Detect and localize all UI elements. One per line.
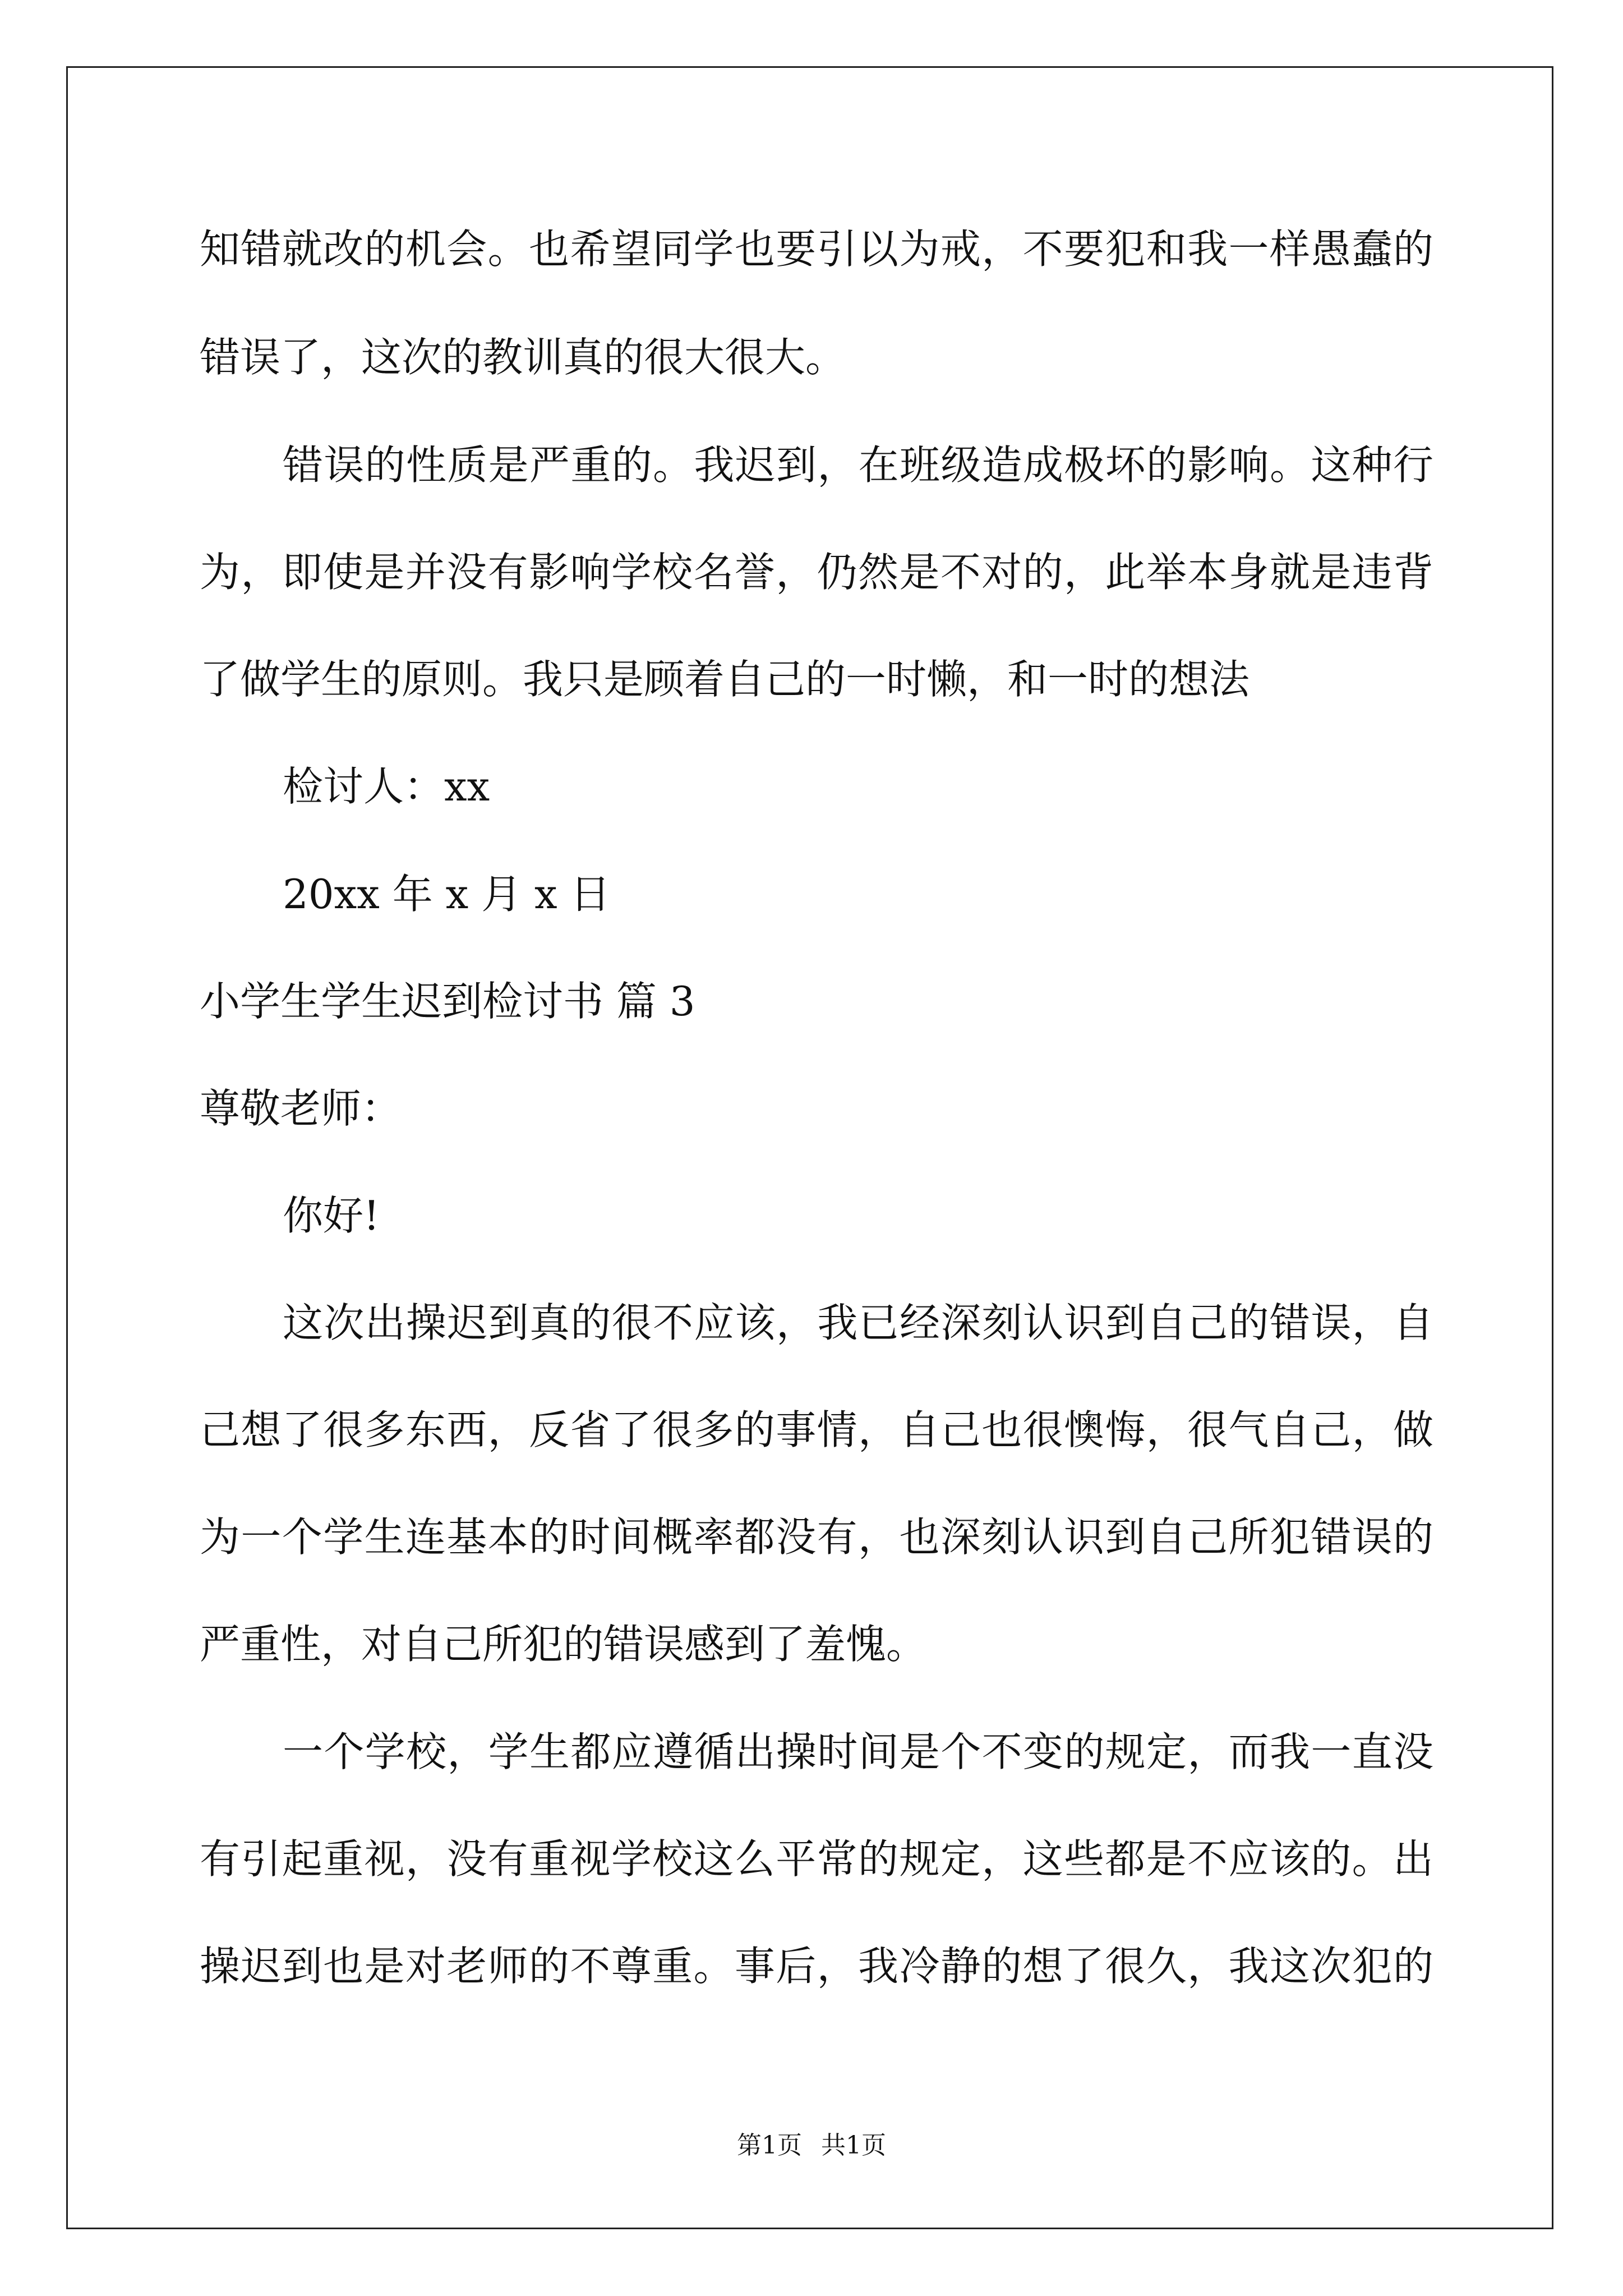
date-line: 20xx 年 x 月 x 日 [283,871,611,918]
text-line: 知错就改的机会。也希望同学也要引以为戒，不要犯和我一样愚蠢的 [200,226,1433,273]
text-line: 操迟到也是对老师的不尊重。事后，我冷静的想了很久，我这次犯的 [200,1943,1433,1990]
text-line: 为，即使是并没有影响学校名誉，仍然是不对的，此举本身就是违背 [200,549,1433,596]
page-footer [0,2129,1623,2162]
signature-line: 检讨人：xx [283,763,490,810]
salutation: 尊敬老师： [200,1085,402,1132]
section-heading: 小学生学生迟到检讨书 篇 3 [200,978,695,1025]
text-line: 了做学生的原则。我只是顾着自己的一时懒，和一时的想法 [200,656,1250,703]
greeting: 你好! [283,1192,380,1239]
page-number: 第1页 [737,2131,802,2160]
text-line: 这次出操迟到真的很不应该，我已经深刻认识到自己的错误，自 [283,1299,1433,1346]
page-border [66,66,1553,2229]
page-total: 共1页 [821,2131,886,2160]
text-line: 严重性，对自己所犯的错误感到了羞愧。 [200,1621,927,1668]
text-line: 有引起重视，没有重视学校这么平常的规定，这些都是不应该的。出 [200,1835,1433,1883]
text-line: 错误了，这次的教训真的很大很大。 [200,334,846,381]
text-line: 为一个学生连基本的时间概率都没有，也深刻认识到自己所犯错误的 [200,1513,1433,1561]
text-line: 错误的性质是严重的。我迟到，在班级造成极坏的影响。这种行 [283,441,1433,489]
text-line: 一个学校，学生都应遵循出操时间是个不变的规定，而我一直没 [283,1728,1433,1775]
text-line: 己想了很多东西，反省了很多的事情，自己也很懊悔，很气自己，做 [200,1406,1433,1453]
